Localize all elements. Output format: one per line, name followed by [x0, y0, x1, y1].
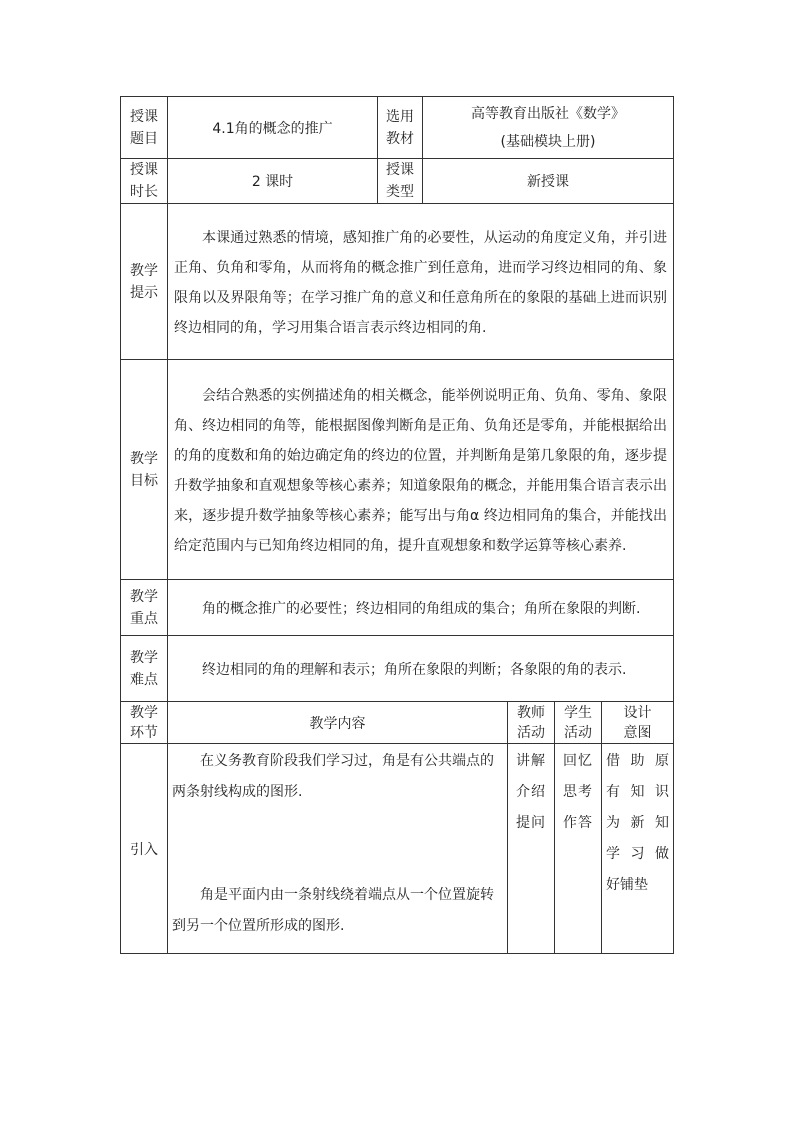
key-text: 角的概念推广的必要性；终边相同的角组成的集合；角所在象限的判断. — [168, 580, 674, 636]
col-content-header: 教学内容 — [168, 702, 508, 744]
intro-content: 在义务教育阶段我们学习过，角是有公共端点的两条射线构成的图形. 角是平面内由一条射线绕着端点从一个位置旋转到另一个位置所形成的图形. — [168, 744, 508, 954]
intro-teacher-activity: 讲解 介绍 提问 — [508, 744, 555, 954]
process-header-row — [121, 702, 674, 744]
intro-stage: 引入 — [121, 744, 168, 954]
tips-text: 本课通过熟悉的情境，感知推广角的必要性，从运动的角度定义角，并引进正角、负角和零角，从而将角的概念推广到任意角，进而学习终边相同的角、象限角以及界限角等；在学习推广角的意义和任意角所在的象限的基础上进而识别终边相同的角，学习用集合语言表示终边相同的角. — [168, 204, 674, 360]
duration-row — [121, 159, 674, 204]
difficult-row — [121, 636, 674, 702]
topic-value: 4.1角的概念的推广 — [168, 97, 378, 159]
textbook-value: 高等教育出版社《数学》 (基础模块上册) — [423, 97, 674, 159]
difficult-label: 教学 难点 — [121, 636, 168, 702]
intro-design-intent: 借助原 有知识 为新知 学习做 好铺垫 — [602, 744, 674, 954]
type-value: 新授课 — [423, 159, 674, 204]
difficult-text: 终边相同的角的理解和表示；角所在象限的判断；各象限的角的表示. — [168, 636, 674, 702]
lesson-plan-table — [120, 96, 674, 954]
topic-row — [121, 97, 674, 159]
col-design-header: 设计 意图 — [602, 702, 674, 744]
intro-student-activity: 回忆 思考 作答 — [555, 744, 602, 954]
tips-label: 教学 提示 — [121, 204, 168, 360]
key-row — [121, 580, 674, 636]
intro-row — [121, 744, 674, 954]
col-student-header: 学生 活动 — [555, 702, 602, 744]
key-label: 教学 重点 — [121, 580, 168, 636]
goals-label: 教学 目标 — [121, 360, 168, 580]
goals-text: 会结合熟悉的实例描述角的相关概念，能举例说明正角、负角、零角、象限角、终边相同的角等，能根据图像判断角是正角、负角还是零角，并能根据给出的角的度数和角的始边确定角的终边的位置，并判断角是第几象限的角，逐步提升数学抽象和直观想象等核心素养；知道象限角的概念，并能用集合语言表示出来，逐步提升数学抽象等核心素养；能写出与角α 终边相同角的集合，并能找出给定范围内与已知角终边相同的角，提升直观想象和数学运算等核心素养. — [168, 360, 674, 580]
textbook-label: 选用 教材 — [378, 97, 423, 159]
tips-row — [121, 204, 674, 360]
duration-label: 授课 时长 — [121, 159, 168, 204]
col-teacher-header: 教师 活动 — [508, 702, 555, 744]
type-label: 授课 类型 — [378, 159, 423, 204]
col-stage-header: 教学 环节 — [121, 702, 168, 744]
topic-label: 授课 题目 — [121, 97, 168, 159]
duration-value: 2 课时 — [168, 159, 378, 204]
goals-row — [121, 360, 674, 580]
